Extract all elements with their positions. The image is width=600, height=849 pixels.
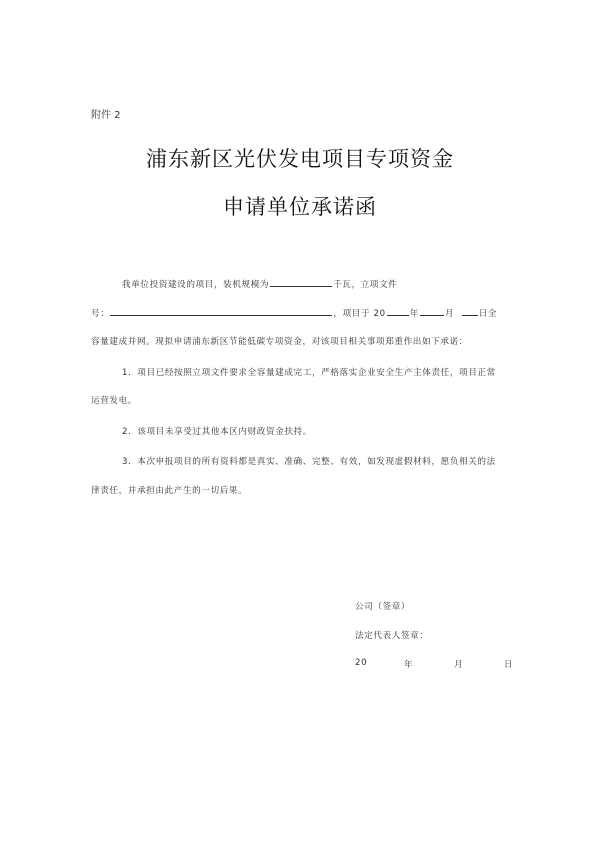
date-day-label: 日 [504, 660, 514, 670]
capacity-blank [270, 277, 332, 287]
commitment-item-3-line-1: 3．本次申报项目的所有资料都是真实、准确、完整、有效，如发现虚假材料，愿负相关的法 [122, 457, 496, 467]
document-number-blank [110, 306, 332, 316]
para1-seg2: 千瓦，立项文件 [333, 280, 398, 290]
attachment-label: 附件 2 [91, 110, 121, 121]
paragraph-1-line-1 [122, 277, 397, 290]
para1-seg6: 月 [444, 309, 455, 319]
paragraph-1-line-2 [91, 306, 497, 319]
document-title-line1: 浦东新区光伏发电项目专项资金 [146, 147, 454, 171]
month-blank [420, 306, 444, 316]
para1-seg3: 号： [91, 309, 110, 319]
legal-representative-label: 法定代表人签章： [355, 631, 429, 641]
commitment-item-3-line-2: 律责任，并承担由此产生的一切后果。 [91, 486, 248, 496]
date-month-label: 月 [454, 660, 464, 670]
company-seal-label: 公司（签章） [355, 602, 411, 612]
para1-seg1: 我单位投资建设的项目，装机规模为 [122, 280, 270, 290]
year-blank [387, 306, 409, 316]
para1-seg4: ，项目于 20 [333, 309, 386, 319]
paragraph-1-line-3: 容量建成并网。现拟申请浦东新区节能低碳专项资金，对该项目相关事项郑重作出如下承诺： [91, 337, 468, 347]
para1-seg5: 年 [409, 309, 419, 319]
day-blank [462, 306, 478, 316]
document-title-line2: 申请单位承诺函 [223, 195, 377, 219]
date-year-label: 年 [404, 660, 414, 670]
para1-seg7: 日全 [478, 309, 498, 319]
commitment-item-1-line-1: 1．项目已经按照立项文件要求全容量建成完工，严格落实企业安全生产主体责任，项目正常 [122, 368, 496, 378]
commitment-item-2: 2．该项目未享受过其他本区内财政资金扶持。 [122, 427, 312, 437]
commitment-item-1-line-2: 运营发电。 [91, 396, 137, 406]
date-year-prefix: 20 [355, 658, 368, 668]
